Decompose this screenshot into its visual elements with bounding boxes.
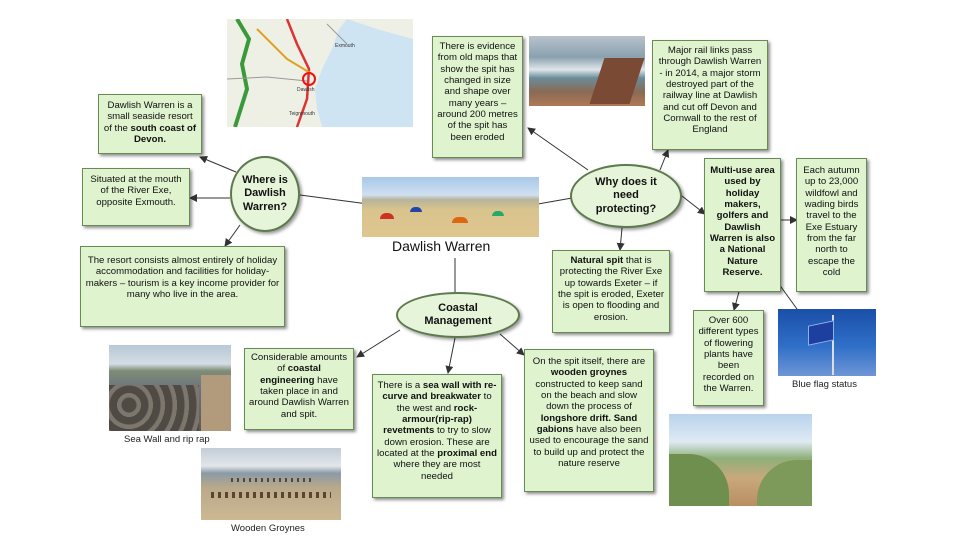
page-title: Dawlish Warren xyxy=(392,238,491,254)
box-seawall-text-3: to try to slow down erosion. These are located at the xyxy=(377,425,491,459)
line-where-title xyxy=(300,195,368,204)
node-why-label: Why does it need protecting? xyxy=(595,176,657,215)
arrow-to-engineering xyxy=(357,330,400,357)
arrow-to-seawall xyxy=(448,338,455,373)
box-spit-bold: Natural spit xyxy=(570,255,624,266)
dunes-photo xyxy=(669,414,812,506)
box-seawall-text-1: There is a xyxy=(377,380,423,391)
box-mouth-text: Situated at the mouth of the River Exe, opposite Exmouth. xyxy=(90,174,182,208)
box-groynes-text-1: On the spit itself, there are xyxy=(532,356,646,367)
node-coastal xyxy=(396,292,520,338)
box-seawall-bold-3: proximal end xyxy=(437,447,497,459)
box-resort-bold: south coast of Devon. xyxy=(130,122,197,145)
box-rail-text: Major rail links pass through Dawlish Warren - in 2014, a major storm destroyed part of the railway line at Dawlish and cut off Devon and Cornwall to the rest of England xyxy=(658,45,762,136)
box-groynes-bold-2: longshore drift. Sand gabions xyxy=(536,412,638,435)
box-rail xyxy=(652,40,768,150)
box-multiuse-text: Multi-use area used by holiday makers, golfers and Dawlish Warren is also a National Nature Reserve. xyxy=(709,165,776,278)
box-spit xyxy=(552,250,670,333)
arrow-to-maps xyxy=(528,128,588,170)
box-resort xyxy=(98,94,202,154)
node-why xyxy=(570,164,682,228)
map-drawing xyxy=(227,19,413,127)
box-groynes-text-2: constructed to keep sand on the beach and slow down the process of xyxy=(535,378,643,413)
box-autumn xyxy=(796,158,867,292)
box-multiuse xyxy=(704,158,781,292)
box-seawall-bold-1: sea wall with re-curve and breakwater xyxy=(382,380,497,403)
beach-photo xyxy=(362,177,539,237)
box-maps-text: There is evidence from old maps that show the spit has changed in size and shape over many years – around 200 metres of the spit has been eroded xyxy=(437,41,518,143)
box-engineering-text-1: Considerable amounts of xyxy=(251,352,347,375)
caption-blue-flag: Blue flag status xyxy=(792,379,857,390)
box-spit-text: that is protecting the River Exe up towards Exeter – if the spit is eroded, Exeter is open to flooding and erosion. xyxy=(557,255,665,323)
node-where-label: Where is Dawlish Warren? xyxy=(242,174,288,213)
box-maps xyxy=(432,36,523,158)
map-label-teignmouth: Teignmouth xyxy=(289,111,315,117)
line-title-why xyxy=(538,198,572,204)
map-image xyxy=(227,19,413,127)
arrow-to-spit xyxy=(620,228,622,250)
arrow-to-tourism xyxy=(225,225,240,246)
arrow-to-groynes xyxy=(500,334,524,355)
box-flowering xyxy=(693,310,764,406)
box-resort-text: Dawlish Warren is a small seaside resort of the xyxy=(103,100,193,134)
box-groynes-bold-1: wooden groynes xyxy=(550,367,628,379)
box-engineering-text-2: have taken place in and around Dawlish Warren and spit. xyxy=(249,374,349,420)
arrow-to-rail xyxy=(660,150,668,170)
node-where xyxy=(230,156,300,232)
box-groynes-text-3: have also been used to encourage the sand to build up and protect the nature reserve xyxy=(529,423,649,469)
node-coastal-label: Coastal Management xyxy=(424,301,492,327)
seawall-photo xyxy=(109,345,231,431)
box-autumn-text: Each autumn up to 23,000 wildfowl and wading birds travel to the Exe Estuary from the far north to escape the cold xyxy=(803,165,860,278)
caption-seawall: Sea Wall and rip rap xyxy=(124,434,210,445)
box-flowering-text: Over 600 different types of flowering plants have been recorded on the Warren. xyxy=(698,315,759,394)
box-seawall-text-4: where they are most needed xyxy=(393,459,481,482)
blue-flag-photo xyxy=(778,309,876,376)
box-tourism-text: The resort consists almost entirely of holiday accommodation and facilities for holiday-makers – tourism is a key income provider for many who live in the area. xyxy=(85,255,280,300)
caption-groynes: Wooden Groynes xyxy=(231,523,305,534)
box-seawall-bold-2: rock-armour(rip-rap) revetments xyxy=(383,402,478,437)
arrow-to-multiuse xyxy=(682,196,705,214)
storm-photo xyxy=(529,36,645,106)
box-engineering xyxy=(244,348,354,430)
box-tourism xyxy=(80,246,285,327)
box-engineering-bold: coastal engineering xyxy=(260,363,321,386)
groynes-photo xyxy=(201,448,341,520)
map-label-exmouth: Exmouth xyxy=(335,43,355,49)
box-mouth xyxy=(82,168,190,226)
map-label-dawlish: Dawlish xyxy=(297,87,315,93)
box-seawall-text-2: to the west and xyxy=(396,391,492,414)
box-groynes xyxy=(524,349,654,492)
box-seawall xyxy=(372,374,502,498)
arrow-to-resort xyxy=(200,157,236,172)
